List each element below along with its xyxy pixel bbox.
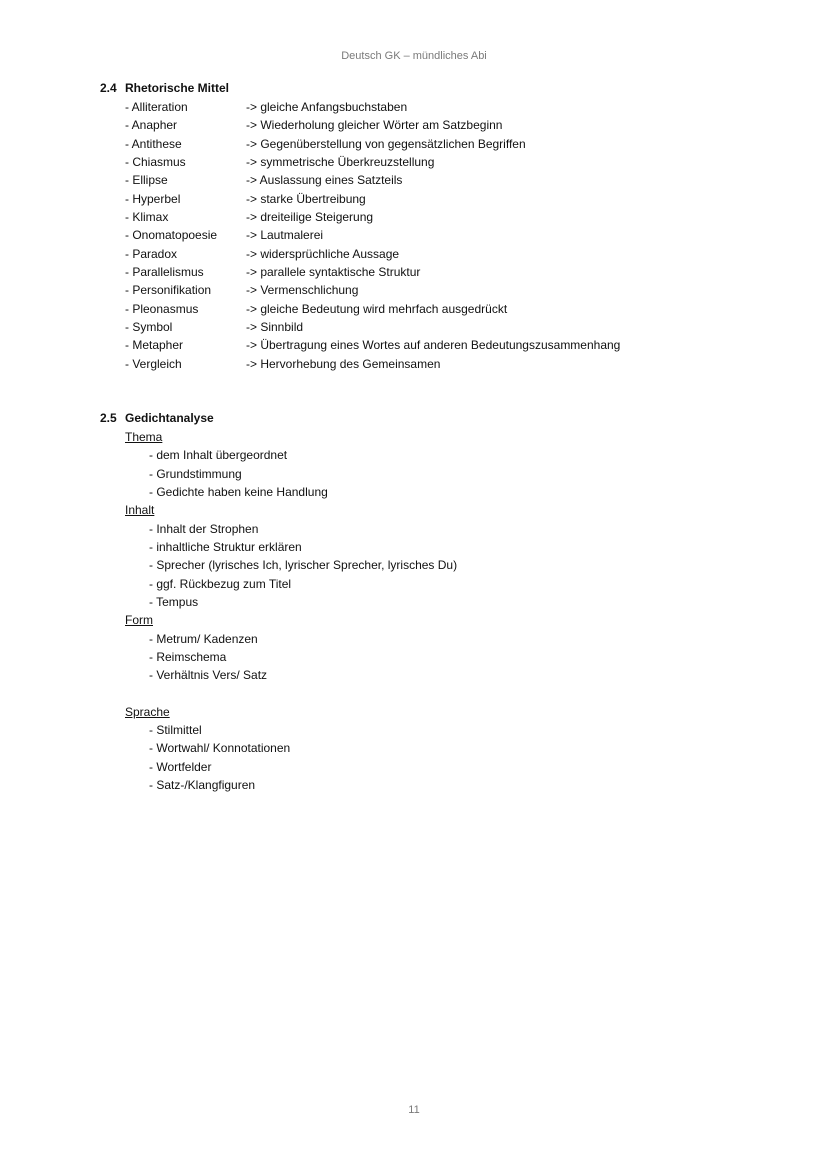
- device-term: - Symbol: [125, 319, 173, 334]
- device-term: - Personifikation: [125, 283, 212, 298]
- list-item: [125, 226, 725, 244]
- list-item: [125, 208, 725, 226]
- gedichtanalyse-outline: [125, 428, 457, 794]
- list-item: [125, 116, 725, 134]
- device-definition: -> Auslassung eines Satzteils: [246, 173, 403, 188]
- device-definition: -> Lautmalerei: [246, 228, 324, 243]
- list-item: - Satz-/Klangfiguren: [149, 777, 256, 792]
- device-definition: -> Übertragung eines Wortes auf anderen Bedeutungszusammenhang: [246, 338, 621, 353]
- list-item: [125, 336, 725, 354]
- device-term: - Alliteration: [125, 100, 188, 114]
- device-definition: -> Vermenschlichung: [246, 283, 359, 298]
- list-item: - Reimschema: [149, 649, 227, 664]
- device-term: - Paradox: [125, 246, 178, 261]
- list-item: [125, 263, 725, 281]
- section-title: Gedichtanalyse: [125, 411, 214, 425]
- subheading-form: Form: [125, 613, 153, 628]
- list-item: [125, 281, 725, 299]
- section-number: 2.5: [100, 411, 117, 425]
- device-term: - Ellipse: [125, 173, 168, 188]
- section-heading-gedichtanalyse: [100, 411, 214, 425]
- device-term: - Metapher: [125, 338, 184, 353]
- subheading-inhalt: Inhalt: [125, 503, 155, 518]
- list-item: - Verhältnis Vers/ Satz: [149, 668, 268, 683]
- list-item: - Gedichte haben keine Handlung: [149, 484, 328, 499]
- list-item: - Wortwahl/ Konnotationen: [149, 741, 291, 756]
- list-item: [125, 300, 725, 318]
- running-header: Deutsch GK – mündliches Abi: [341, 50, 487, 62]
- list-item: [125, 153, 725, 171]
- device-term: - Parallelismus: [125, 264, 204, 279]
- subheading-sprache: Sprache: [125, 704, 170, 719]
- device-term: - Vergleich: [125, 356, 182, 371]
- device-definition: -> Hervorhebung des Gemeinsamen: [246, 356, 441, 371]
- list-item: - Tempus: [149, 594, 199, 609]
- device-definition: -> parallele syntaktische Struktur: [246, 264, 421, 279]
- section-heading-rhetorische-mittel: [100, 81, 229, 95]
- list-item: - dem Inhalt übergeordnet: [149, 448, 288, 463]
- spacer: [125, 685, 457, 703]
- device-term: - Onomatopoesie: [125, 228, 218, 243]
- device-definition: -> dreiteilige Steigerung: [246, 209, 374, 224]
- list-item: - Grundstimmung: [149, 466, 242, 481]
- list-item: [125, 355, 725, 373]
- section-number: 2.4: [100, 81, 117, 95]
- device-term: - Anapher: [125, 118, 178, 133]
- list-item: [125, 98, 725, 116]
- page-number: 11: [408, 1104, 420, 1116]
- list-item: [125, 171, 725, 189]
- device-definition: -> gleiche Anfangsbuchstaben: [246, 100, 408, 114]
- rhetorical-devices-list: [125, 98, 725, 373]
- device-definition: -> widersprüchliche Aussage: [246, 246, 400, 261]
- list-item: - Stilmittel: [149, 722, 202, 737]
- device-term: - Pleonasmus: [125, 301, 199, 316]
- list-item: - Sprecher (lyrisches Ich, lyrischer Sprecher, lyrisches Du): [149, 558, 458, 573]
- device-definition: -> Sinnbild: [246, 319, 304, 334]
- device-term: - Antithese: [125, 136, 182, 151]
- device-definition: -> symmetrische Überkreuzstellung: [246, 154, 435, 169]
- device-definition: -> Wiederholung gleicher Wörter am Satzbeginn: [246, 118, 503, 133]
- list-item: [125, 190, 725, 208]
- device-definition: -> Gegenüberstellung von gegensätzlichen Begriffen: [246, 136, 526, 151]
- subheading-thema: Thema: [125, 430, 163, 444]
- device-term: - Chiasmus: [125, 154, 186, 169]
- device-definition: -> starke Übertreibung: [246, 191, 366, 206]
- list-item: - Metrum/ Kadenzen: [149, 631, 258, 646]
- list-item: [125, 245, 725, 263]
- device-definition: -> gleiche Bedeutung wird mehrfach ausgedrückt: [246, 301, 508, 316]
- list-item: [125, 318, 725, 336]
- list-item: - inhaltliche Struktur erklären: [149, 539, 302, 554]
- device-term: - Hyperbel: [125, 191, 181, 206]
- list-item: [125, 135, 725, 153]
- list-item: - Wortfelder: [149, 759, 212, 774]
- device-term: - Klimax: [125, 209, 169, 224]
- list-item: - ggf. Rückbezug zum Titel: [149, 576, 292, 591]
- section-title: Rhetorische Mittel: [125, 81, 230, 95]
- list-item: - Inhalt der Strophen: [149, 521, 259, 536]
